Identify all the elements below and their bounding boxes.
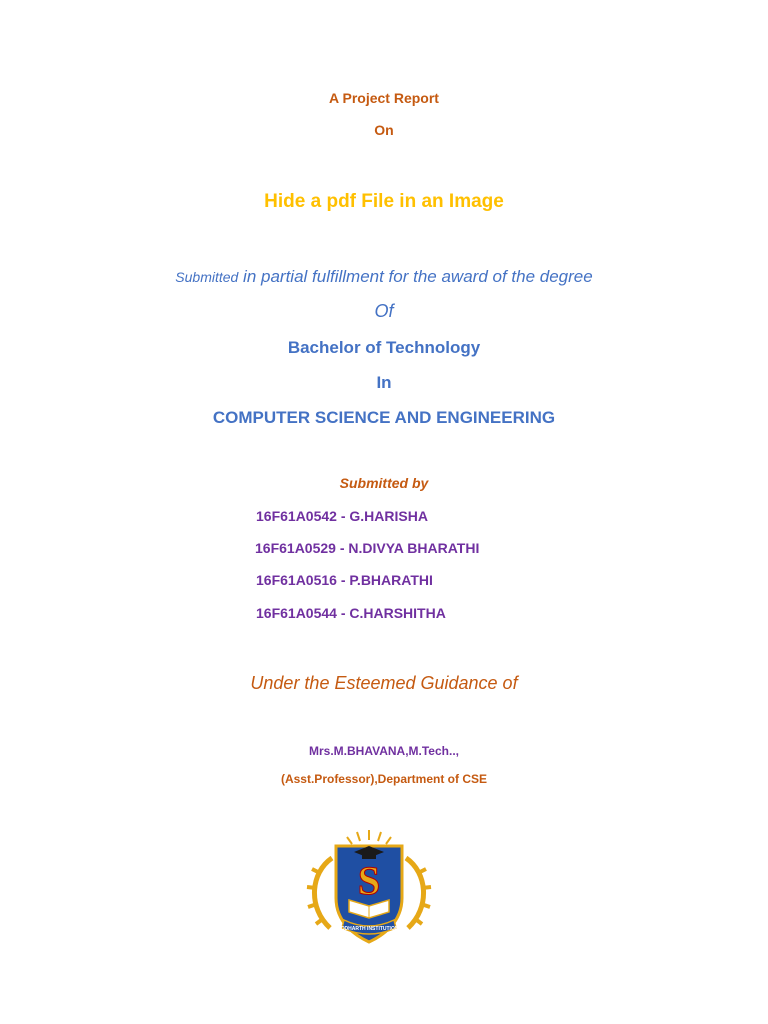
student-entry: 16F61A0544 - C.HARSHITHA <box>256 605 446 621</box>
student-entry: 16F61A0516 - P.BHARATHI <box>256 572 433 588</box>
svg-text:S: S <box>357 858 381 903</box>
report-label: A Project Report <box>329 90 439 106</box>
svg-text:SIDDHARTH INSTITUTIONS: SIDDHARTH INSTITUTIONS <box>336 926 402 932</box>
project-title: Hide a pdf File in an Image <box>264 191 504 212</box>
submission-rest: in partial fulfillment for the award of the degree <box>238 267 593 286</box>
student-entry: 16F61A0529 - N.DIVYA BHARATHI <box>255 540 480 556</box>
of-label: Of <box>374 301 394 321</box>
in-label: In <box>376 373 392 392</box>
guide-department: (Asst.Professor),Department of CSE <box>280 772 488 786</box>
guidance-label: Under the Esteemed Guidance of <box>250 673 518 693</box>
submission-statement <box>0 267 768 287</box>
branch-name: COMPUTER SCIENCE AND ENGINEERING <box>212 408 556 427</box>
college-crest-icon <box>302 828 436 948</box>
guide-name: Mrs.M.BHAVANA,M.Tech.., <box>308 744 459 758</box>
student-entry: 16F61A0542 - G.HARISHA <box>256 508 428 524</box>
on-label: On <box>374 122 394 138</box>
degree-name: Bachelor of Technology <box>287 338 481 357</box>
submitted-by-label: Submitted by <box>339 475 429 491</box>
submitted-word: Submitted <box>175 269 239 285</box>
